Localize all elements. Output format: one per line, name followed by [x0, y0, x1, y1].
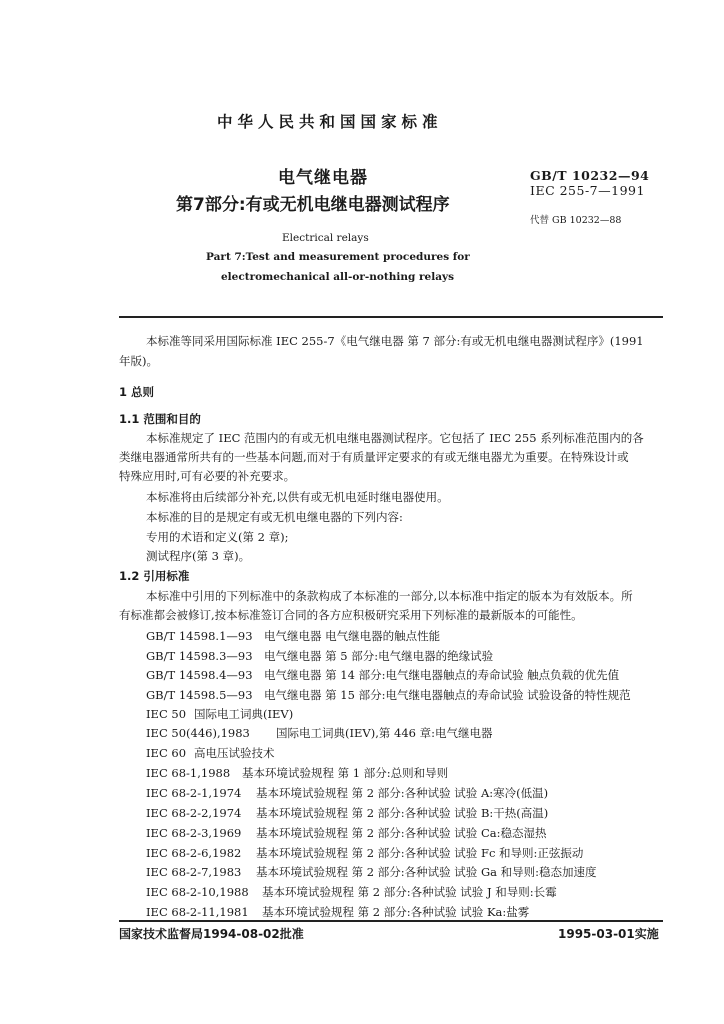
approval-date: 国家技术监督局1994-08-02批准 [119, 927, 304, 941]
reference-item: IEC 60 高电压试验技术 [146, 746, 275, 760]
reference-item: GB/T 14598.5—93 电气继电器 第 15 部分:电气继电器触点的寿命试验 试验设备的特性规范 [146, 688, 631, 702]
reference-item: GB/T 14598.4—93 电气继电器 第 14 部分:电气继电器触点的寿命试验 触点负载的优先值 [146, 668, 620, 682]
iec-number: IEC 255-7—1991 [530, 183, 645, 198]
section-1-heading: 1 总则 [119, 385, 155, 399]
title-cn-line2: 第7部分:有或无机电继电器测试程序 [176, 195, 450, 215]
intro-line2: 年版)。 [119, 354, 158, 368]
reference-item: GB/T 14598.1—93 电气继电器 电气继电器的触点性能 [146, 629, 441, 643]
title-en-line1: Electrical relays [282, 232, 369, 244]
intro-line1: 本标准等同采用国际标准 IEC 255-7《电气继电器 第 7 部分:有或无机电继电器测试程序》(1991 [146, 334, 644, 348]
header-divider [119, 316, 663, 318]
reference-item: IEC 68-2-7,1983 基本环境试验规程 第 2 部分:各种试验 试验 Ga 和导则:稳态加速度 [146, 865, 597, 879]
reference-item: GB/T 14598.3—93 电气继电器 第 5 部分:电气继电器的绝缘试验 [146, 649, 494, 663]
reference-item: IEC 50(446),1983 国际电工词典(IEV),第 446 章:电气继电器 [146, 726, 493, 740]
effective-date: 1995-03-01实施 [558, 927, 659, 941]
section-1-2-heading: 1.2 引用标准 [119, 569, 190, 583]
para-1-1-line2: 类继电器通常所共有的一些基本问题,而对于有质量评定要求的有或无继电器尤为重要。在特殊设计或 [119, 450, 629, 464]
reference-item: IEC 68-1,1988 基本环境试验规程 第 1 部分:总则和导则 [146, 766, 449, 780]
para-1-2-line2: 有标准都会被修订,按本标准签订合同的各方应积极研究采用下列标准的最新版本的可能性。 [119, 608, 583, 622]
reference-item: IEC 50 国际电工词典(IEV) [146, 707, 294, 721]
para-1-1-line3: 特殊应用时,可有必要的补充要求。 [119, 469, 296, 483]
reference-item: IEC 68-2-10,1988 基本环境试验规程 第 2 部分:各种试验 试验 J 和导则:长霉 [146, 885, 557, 899]
para-1-1-supplement: 本标准将由后续部分补充,以供有或无机电延时继电器使用。 [146, 490, 449, 504]
para-1-1-purpose: 本标准的目的是规定有或无机电继电器的下列内容: [146, 510, 403, 524]
purpose-item-terms: 专用的术语和定义(第 2 章); [146, 530, 289, 544]
section-1-1-heading: 1.1 范围和目的 [119, 412, 201, 426]
para-1-1-line1: 本标准规定了 IEC 范围内的有或无机电继电器测试程序。它包括了 IEC 255 系列标准范围内的各 [146, 431, 644, 445]
national-standard-heading: 中华人民共和国国家标准 [217, 113, 443, 131]
reference-item: IEC 68-2-6,1982 基本环境试验规程 第 2 部分:各种试验 试验 Fc 和导则:正弦振动 [146, 846, 584, 860]
title-en-line3: electromechanical all-or-nothing relays [221, 271, 455, 283]
reference-item: IEC 68-2-11,1981 基本环境试验规程 第 2 部分:各种试验 试验 Ka:盐雾 [146, 905, 530, 919]
reference-item: IEC 68-2-1,1974 基本环境试验规程 第 2 部分:各种试验 试验 A:寒冷(低温) [146, 786, 549, 800]
replaces-note: 代替 GB 10232—88 [530, 215, 622, 226]
standard-number: GB/T 10232—94 [530, 168, 650, 183]
footer-divider [119, 920, 663, 922]
para-1-2-line1: 本标准中引用的下列标准中的条款构成了本标准的一部分,以本标准中指定的版本为有效版本。所 [146, 589, 633, 603]
title-cn-line1: 电气继电器 [278, 168, 368, 188]
reference-item: IEC 68-2-2,1974 基本环境试验规程 第 2 部分:各种试验 试验 B:干热(高温) [146, 806, 549, 820]
purpose-item-procedures: 测试程序(第 3 章)。 [146, 549, 251, 563]
reference-item: IEC 68-2-3,1969 基本环境试验规程 第 2 部分:各种试验 试验 Ca:稳态湿热 [146, 826, 547, 840]
title-en-line2: Part 7:Test and measurement procedures for [206, 251, 470, 263]
